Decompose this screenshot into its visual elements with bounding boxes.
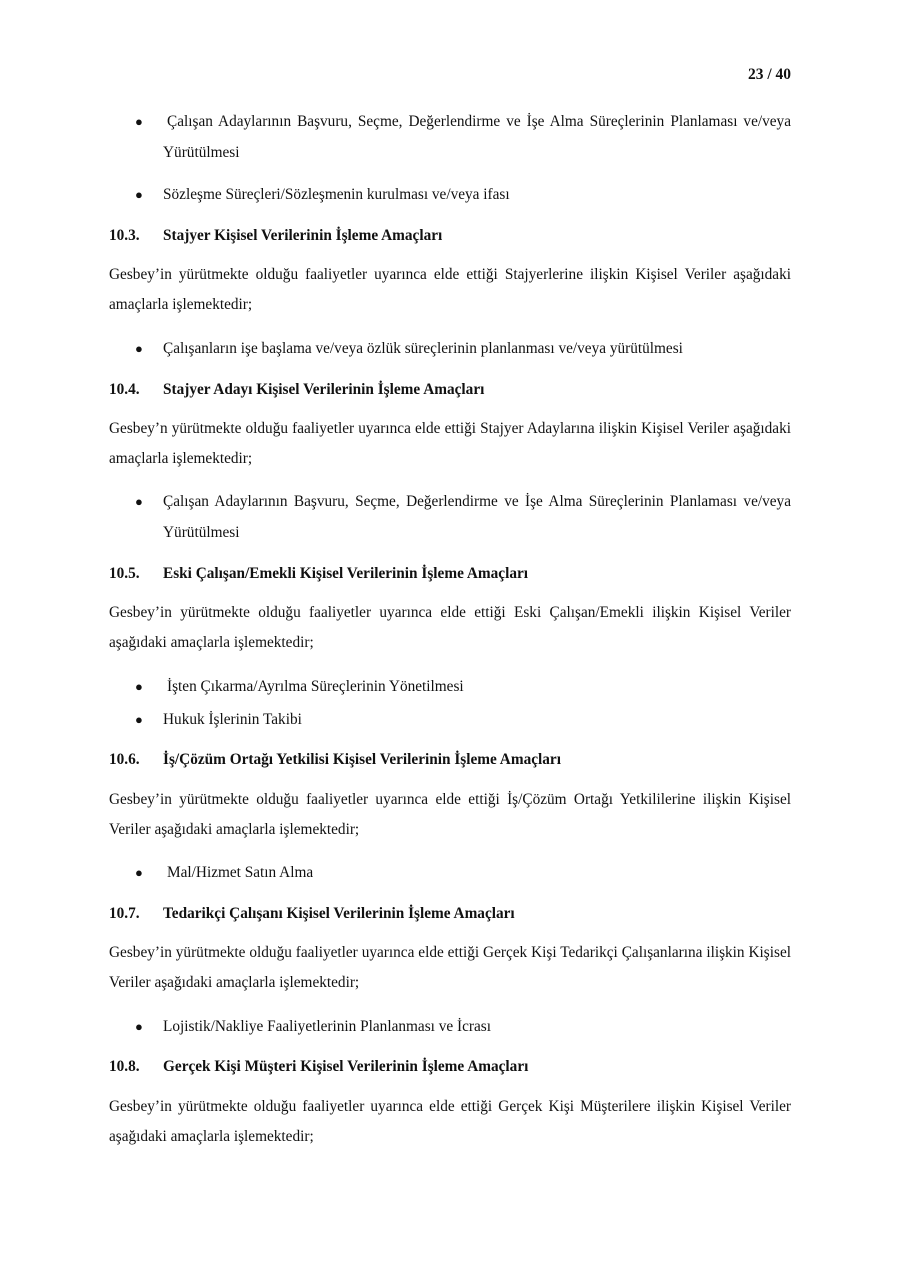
section-heading-10-6 [109, 750, 561, 770]
section-number: 10.7. [109, 905, 140, 922]
section-title: Tedarikçi Çalışanı Kişisel Verilerinin İşleme Amaçları [163, 905, 515, 922]
bullet-icon: ● [135, 1019, 143, 1034]
section-title: Stajyer Kişisel Verilerinin İşleme Amaçları [163, 227, 443, 244]
list-item [109, 106, 791, 168]
section-heading-10-4 [109, 380, 484, 400]
bullet-icon: ● [135, 341, 143, 356]
list-item-text: İşten Çıkarma/Ayrılma Süreçlerinin Yönetilmesi [167, 678, 464, 695]
bullet-icon: ● [135, 712, 143, 727]
section-heading-10-5 [109, 564, 528, 584]
bullet-icon: ● [135, 679, 143, 694]
list-item [109, 486, 791, 548]
section-heading-10-8 [109, 1057, 528, 1077]
paragraph: Gesbey’in yürütmekte olduğu faaliyetler uyarınca elde ettiği Stajyerlerine ilişkin Kişisel Veriler aşağıdaki amaçlarla işlemektedir; [109, 266, 791, 313]
section-heading-10-3 [109, 226, 442, 246]
section-title: İş/Çözüm Ortağı Yetkilisi Kişisel Verilerinin İşleme Amaçları [163, 751, 561, 768]
list-item-text: Lojistik/Nakliye Faaliyetlerinin Planlanması ve İcrası [163, 1018, 491, 1035]
list-item-text: Çalışan Adaylarının Başvuru, Seçme, Değerlendirme ve İşe Alma Süreçlerinin Planlaması ve/veya Yürütülmesi [163, 493, 791, 541]
section-number: 10.4. [109, 381, 140, 398]
list-item [109, 333, 791, 364]
list-item-text: Mal/Hizmet Satın Alma [167, 864, 314, 881]
paragraph: Gesbey’in yürütmekte olduğu faaliyetler uyarınca elde ettiği Gerçek Kişi Müşterilere ilişkin Kişisel Veriler aşağıdaki amaçlarla işlemektedir; [109, 1098, 791, 1145]
section-heading-10-7 [109, 904, 515, 924]
bullet-icon: ● [135, 865, 143, 880]
paragraph: Gesbey’in yürütmekte olduğu faaliyetler uyarınca elde ettiği Eski Çalışan/Emekli ilişkin Kişisel Veriler aşağıdaki amaçlarla işlemektedir; [109, 604, 791, 651]
paragraph: Gesbey’in yürütmekte olduğu faaliyetler uyarınca elde ettiği İş/Çözüm Ortağı Yetkililerine ilişkin Kişisel Veriler aşağıdaki amaçlarla işlemektedir; [109, 791, 791, 838]
list-item [109, 857, 791, 888]
section-title: Eski Çalışan/Emekli Kişisel Verilerinin İşleme Amaçları [163, 565, 529, 582]
section-number: 10.6. [109, 751, 140, 768]
list-item-text: Hukuk İşlerinin Takibi [163, 711, 302, 728]
page-number: 23 / 40 [747, 66, 791, 83]
paragraph: Gesbey’n yürütmekte olduğu faaliyetler uyarınca elde ettiği Stajyer Adaylarına ilişkin Kişisel Veriler aşağıdaki amaçlarla işlemektedir; [109, 420, 791, 467]
list-item [109, 179, 791, 210]
list-item-text: Çalışan Adaylarının Başvuru, Seçme, Değerlendirme ve İşe Alma Süreçlerinin Planlaması ve/veya Yürütülmesi [163, 113, 791, 161]
section-number: 10.5. [109, 565, 140, 582]
bullet-icon: ● [135, 494, 143, 509]
section-title: Stajyer Adayı Kişisel Verilerinin İşleme Amaçları [163, 381, 485, 398]
list-item [109, 671, 791, 702]
paragraph: Gesbey’in yürütmekte olduğu faaliyetler uyarınca elde ettiği Gerçek Kişi Tedarikçi Çalışanlarına ilişkin Kişisel Veriler aşağıdaki amaçlarla işlemektedir; [109, 944, 791, 991]
section-number: 10.3. [109, 227, 140, 244]
bullet-icon: ● [135, 114, 143, 129]
section-number: 10.8. [109, 1058, 140, 1075]
list-item-text: Sözleşme Süreçleri/Sözleşmenin kurulması ve/veya ifası [163, 186, 510, 203]
section-title: Gerçek Kişi Müşteri Kişisel Verilerinin İşleme Amaçları [163, 1058, 529, 1075]
list-item [109, 1011, 791, 1042]
list-item-text: Çalışanların işe başlama ve/veya özlük süreçlerinin planlanması ve/veya yürütülmesi [163, 340, 683, 357]
bullet-icon: ● [135, 187, 143, 202]
list-item [109, 704, 791, 735]
